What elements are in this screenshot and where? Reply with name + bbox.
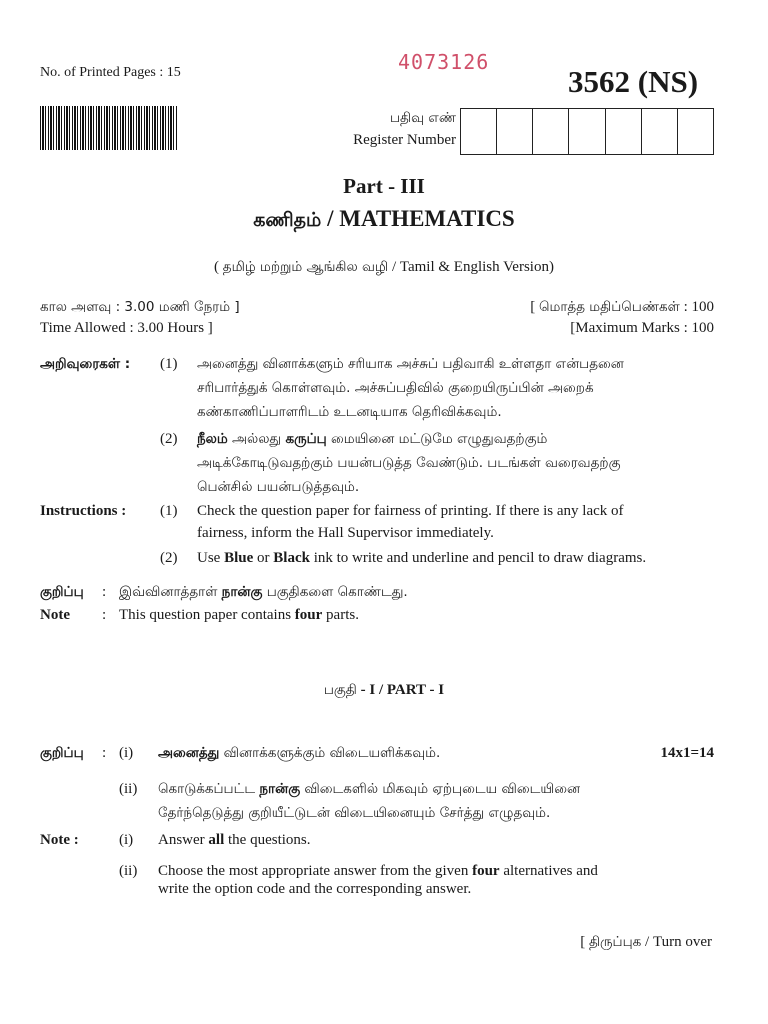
note-en-label: Note xyxy=(40,607,70,623)
part1-marks: 14x1=14 xyxy=(660,745,714,761)
register-box[interactable] xyxy=(497,109,533,154)
register-box[interactable] xyxy=(678,109,713,154)
part1-ta-i-text: அனைத்து வினாக்களுக்கும் விடையளிக்கவும். xyxy=(158,745,441,761)
register-box[interactable] xyxy=(533,109,569,154)
part1-en-i-text: Answer all the questions. xyxy=(158,832,311,848)
instr-ta-2c: பென்சில் பயன்படுத்தவும். xyxy=(197,479,360,495)
printed-pages: No. of Printed Pages : 15 xyxy=(40,65,181,80)
instr-ta-2a: நீலம் அல்லது கருப்பு மையினை மட்டுமே எழுதுவதற்கும் xyxy=(197,431,548,447)
note-ta-text: இவ்வினாத்தாள் நான்கு பகுதிகளை கொண்டது. xyxy=(119,584,408,600)
part1-en-ii-text-b: write the option code and the corresponding answer. xyxy=(158,881,472,897)
part1-ta-ii-text-b: தேர்ந்தெடுத்து குறியீட்டுடன் விடையினையும் சேர்த்து எழுதவும். xyxy=(158,805,551,821)
turn-over: [ திருப்புக / Turn over xyxy=(580,934,712,950)
part1-ta-ii-num: (ii) xyxy=(119,781,138,797)
part1-en-ii-num: (ii) xyxy=(119,863,138,879)
instr-en-2: Use Blue or Black ink to write and underline and pencil to draw diagrams. xyxy=(197,550,647,566)
note-en-colon: : xyxy=(102,607,107,623)
instr-ta-1c: கண்காணிப்பாளரிடம் உடனடியாக தெரிவிக்கவும். xyxy=(197,404,502,420)
note-en-text: This question paper contains four parts. xyxy=(119,607,359,623)
part1-en-ii-text: Choose the most appropriate answer from the given four alternatives and xyxy=(158,863,598,879)
register-number-boxes[interactable] xyxy=(460,108,714,155)
instr-en-num-2: (2) xyxy=(160,550,178,566)
part-title: Part - III xyxy=(343,174,425,198)
marks-en: [Maximum Marks : 100 xyxy=(570,320,714,336)
time-en: Time Allowed : 3.00 Hours ] xyxy=(40,320,213,336)
register-label-en: Register Number xyxy=(353,132,456,148)
instr-ta-num-1: (1) xyxy=(160,356,178,372)
version-line: ( தமிழ் மற்றும் ஆங்கில வழி / Tamil & English Version) xyxy=(214,259,554,275)
instructions-en-label: Instructions : xyxy=(40,503,127,519)
instr-en-1a: Check the question paper for fairness of printing. If there is any lack of xyxy=(197,503,624,519)
part1-note-ta-colon: : xyxy=(102,745,107,761)
register-box[interactable] xyxy=(461,109,497,154)
part1-ta-i-num: (i) xyxy=(119,745,134,761)
register-label-ta: பதிவு எண் xyxy=(389,110,456,126)
note-ta-label: குறிப்பு xyxy=(40,584,84,600)
instr-en-1b: fairness, inform the Hall Supervisor immediately. xyxy=(197,525,494,541)
part1-note-en-label: Note : xyxy=(40,832,79,848)
subject-en: MATHEMATICS xyxy=(339,206,515,231)
instructions-ta-label: அறிவுரைகள் : xyxy=(40,356,131,372)
serial-stamp: 4073126 xyxy=(398,50,490,74)
time-ta: கால அளவு : 3.00 மணி நேரம் ] xyxy=(40,299,240,315)
part1-heading: பகுதி - I / PART - I xyxy=(323,682,445,698)
part1-en-i-num: (i) xyxy=(119,832,134,848)
instr-ta-1a: அனைத்து வினாக்களும் சரியாக அச்சுப் பதிவாகி உள்ளதா என்பதனை xyxy=(197,356,624,372)
register-box[interactable] xyxy=(569,109,605,154)
subject-title: கணிதம் / MATHEMATICS xyxy=(253,206,515,231)
instr-ta-2b: அடிக்கோடிடுவதற்கும் பயன்படுத்த வேண்டும். படங்கள் வரைவதற்கு xyxy=(197,455,621,471)
part1-note-ta-label: குறிப்பு xyxy=(40,745,84,761)
instr-ta-1b: சரிபார்த்துக் கொள்ளவும். அச்சுப்பதிவில் குறையிருப்பின் அறைக் xyxy=(197,380,594,396)
register-box[interactable] xyxy=(642,109,678,154)
note-ta-colon: : xyxy=(102,584,107,600)
marks-ta: [ மொத்த மதிப்பெண்கள் : 100 xyxy=(530,299,714,315)
paper-code: 3562 (NS) xyxy=(568,64,699,99)
register-box[interactable] xyxy=(606,109,642,154)
part1-ta-ii-text: கொடுக்கப்பட்ட நான்கு விடைகளில் மிகவும் ஏற்புடைய விடையினை xyxy=(158,781,581,797)
subject-ta: கணிதம் xyxy=(253,209,322,231)
instr-en-num-1: (1) xyxy=(160,503,178,519)
barcode-image xyxy=(40,106,177,150)
instr-ta-num-2: (2) xyxy=(160,431,178,447)
